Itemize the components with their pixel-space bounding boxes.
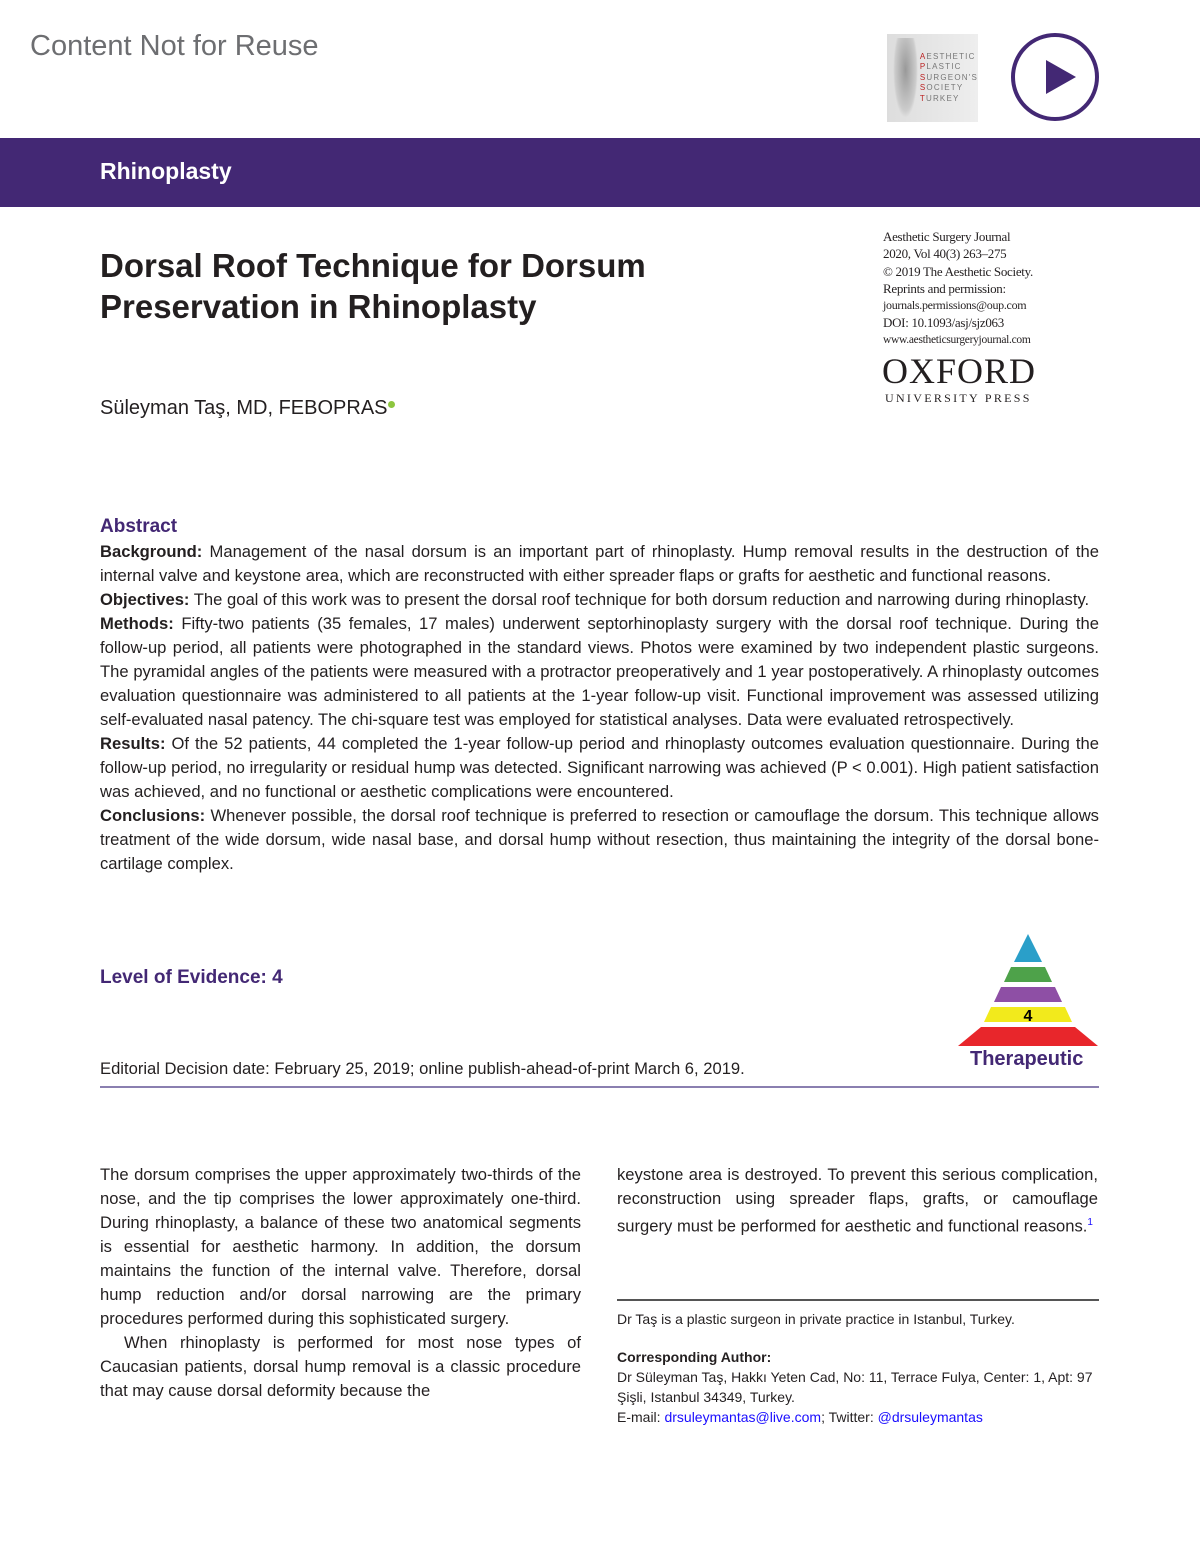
reprints-label: Reprints and permission: xyxy=(883,280,1006,296)
evidence-type: Therapeutic xyxy=(970,1048,1084,1070)
abstract-objectives: Objectives: The goal of this work was to present the dorsal roof technique for both dorsum reduction and narrowing during rhinoplasty. xyxy=(100,590,1090,609)
body-column-right xyxy=(617,1163,1098,1239)
doi[interactable]: DOI: 10.1093/asj/sjz063 xyxy=(883,315,1004,331)
play-icon[interactable] xyxy=(1011,33,1099,121)
copyright: © 2019 The Aesthetic Society. xyxy=(883,263,1033,279)
body-column-left xyxy=(100,1163,581,1403)
affiliation: Dr Taş is a plastic surgeon in private practice in Istanbul, Turkey. xyxy=(617,1311,1015,1327)
corr-label: Corresponding Author: xyxy=(617,1349,772,1365)
email-label: E-mail: xyxy=(617,1409,661,1425)
publisher-sub: UNIVERSITY PRESS xyxy=(885,391,1032,405)
body-paragraph: When rhinoplasty is performed for most nose types of Caucasian patients, dorsal hump removal is a classic procedure that may cause dorsal deformity because the xyxy=(100,1333,581,1400)
statue-image xyxy=(893,38,918,118)
twitter-link[interactable]: @drsuleymantas xyxy=(877,1409,983,1425)
pyramid-level-2 xyxy=(1004,967,1052,982)
twitter-label: ; Twitter: xyxy=(821,1409,874,1425)
publisher-logo: OXFORD xyxy=(882,351,1037,391)
page-title: Dorsal Roof Technique for Dorsum Preservation in Rhinoplasty xyxy=(100,247,646,325)
abstract-background: Background: Management of the nasal dorsum is an important part of rhinoplasty. Hump removal results in the destruction of the internal valve and keystone area, which are reconstructed with either spreader flaps or grafts for aesthetic and functional reasons. xyxy=(100,542,1099,585)
editorial-date: Editorial Decision date: February 25, 2019; online publish-ahead-of-print March 6, 2019. xyxy=(100,1059,745,1078)
pyramid-level-5 xyxy=(958,1027,1098,1046)
abstract-conclusions: Conclusions: Whenever possible, the dorsal roof technique is preferred to resection or camouflage the dorsum. This technique allows treatment of the wide dorsum, wide nasal base, and dorsal hump without resection, thus maintaining the integrity of the dorsal bone-cartilage complex. xyxy=(100,806,1099,873)
pyramid-level-3 xyxy=(994,987,1062,1002)
society-logo xyxy=(887,34,978,122)
journal-name: Aesthetic Surgery Journal xyxy=(883,229,1011,244)
society-logo-text: AESTHETIC PLASTIC SURGEON'S SOCIETY TURKEY xyxy=(919,51,978,103)
reference-link[interactable]: 1 xyxy=(1087,1217,1093,1228)
journal-info xyxy=(883,228,1033,349)
body-paragraph: keystone area is destroyed. To prevent this serious complication, reconstruction using spreader flaps, grafts, or camouflage surgery must be performed for aesthetic and functional reasons.$^1$ xyxy=(617,1165,1098,1236)
footnote-divider xyxy=(617,1299,1099,1301)
divider xyxy=(100,1086,1099,1088)
permissions-email[interactable]: journals.permissions@oup.com xyxy=(883,298,1027,313)
pyramid-level-1 xyxy=(1014,934,1042,962)
abstract-methods: Methods: Fifty-two patients (35 females, 17 males) underwent septorhinoplasty surgery with the dorsal roof technique. During the follow-up period, all patients were photographed in the standard views. Photos were examined by two independent plastic surgeons. The pyramidal angles of the patients were measured with a protractor preoperatively and 1 year postoperatively. A rhinoplasty outcomes evaluation questionnaire was administered to all patients at the 1-year follow-up visit. Functional improvement was assessed utilizing self-evaluated nasal patency. The chi-square test was employed for statistical analyses. Data were evaluated retrospectively. xyxy=(100,614,1099,729)
author xyxy=(100,397,395,420)
journal-url[interactable]: www.aestheticsurgeryjournal.com xyxy=(883,333,1031,346)
body-paragraph: The dorsum comprises the upper approximately two-thirds of the nose, and the tip comprises the lower approximately one-third. During rhinoplasty, a balance of these two anatomical segments is essential for aesthetic harmony. In addition, the dorsum maintains the function of the internal valve. Therefore, dorsal hump reduction and/or dorsal narrowing are the primary procedures performed during this sophisticated surgery. xyxy=(100,1165,581,1328)
email-link[interactable]: drsuleymantas@live.com xyxy=(664,1409,822,1425)
evidence-pyramid-icon xyxy=(952,930,1102,1048)
section-label: Rhinoplasty xyxy=(100,158,232,184)
journal-volume: 2020, Vol 40(3) 263–275 xyxy=(883,246,1007,262)
abstract-body xyxy=(100,540,1099,876)
corresponding-author xyxy=(617,1347,1099,1427)
content-notice: Content Not for Reuse xyxy=(30,30,319,62)
corr-address: Dr Süleyman Taş, Hakkı Yeten Cad, No: 11, Terrace Fulya, Center: 1, Apt: 97 Şişli, Istanbul 34349, Turkey. xyxy=(617,1369,1093,1405)
evidence-level-number: 4 xyxy=(1023,1008,1033,1025)
author-name: Süleyman Taş, MD, FEBOPRAS xyxy=(100,397,388,419)
abstract-results: Results: Of the 52 patients, 44 completed the 1-year follow-up period and rhinoplasty outcomes evaluation questionnaire. During the follow-up period, no irregularity or residual hump was detected. Significant narrowing was achieved (P < 0.001). High patient satisfaction was achieved, and no functional or aesthetic complications were encountered. xyxy=(100,734,1099,801)
level-of-evidence: Level of Evidence: 4 xyxy=(100,967,283,988)
orcid-icon[interactable] xyxy=(388,401,395,408)
abstract-heading: Abstract xyxy=(100,516,178,537)
